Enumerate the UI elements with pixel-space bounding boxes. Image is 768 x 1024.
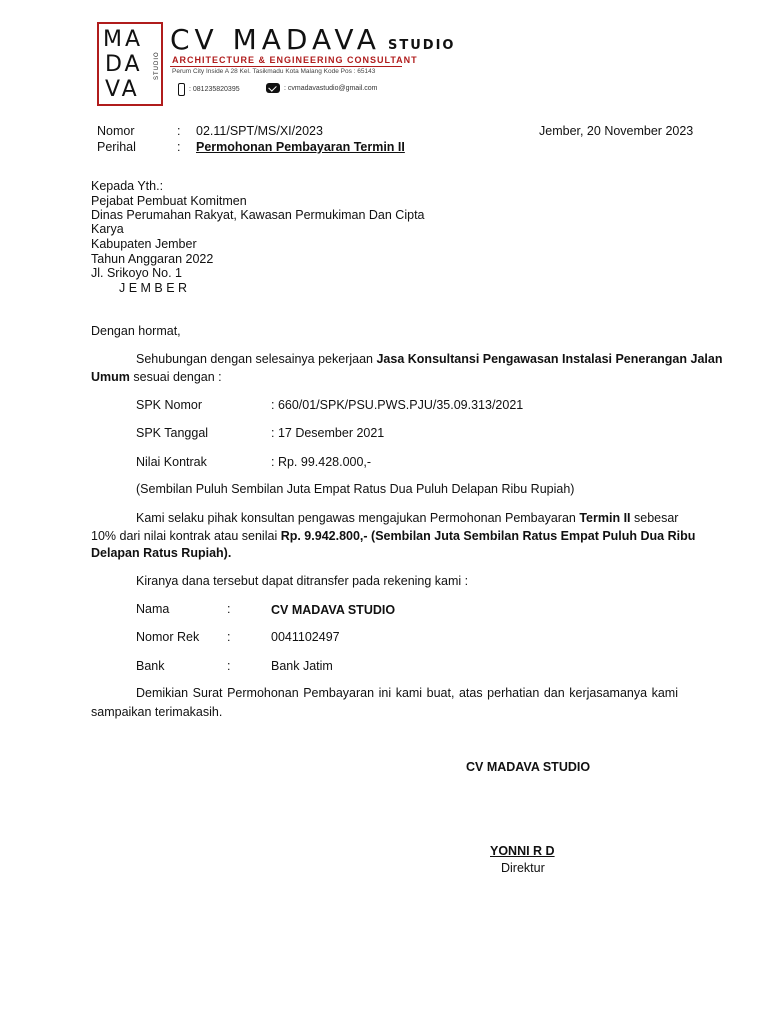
paragraph-2-line-2	[91, 529, 696, 543]
spk-tanggal-value: : 17 Desember 2021	[271, 426, 385, 440]
termin-label: Termin II	[579, 511, 631, 525]
closing-line-2: sampaikan terimakasih.	[91, 705, 223, 719]
logo-letters-row-2: DA	[105, 52, 143, 77]
project-name: Jasa Konsultansi Pengawasan Instalasi Penerangan Jalan	[376, 352, 723, 366]
nilai-kontrak-label: Nilai Kontrak	[136, 455, 207, 469]
letterhead-divider	[170, 66, 402, 67]
nomor-colon: :	[177, 124, 181, 138]
logo-studio-text: STUDIO	[154, 51, 160, 80]
para2-sebesar: sebesar	[634, 511, 679, 525]
email-address: : cvmadavastudio@gmail.com	[284, 84, 378, 92]
contact-email	[266, 83, 377, 93]
recipient-line: Kabupaten Jember	[91, 237, 197, 251]
account-holder: CV MADAVA STUDIO	[271, 603, 396, 617]
signatory-name: YONNI R D	[490, 844, 555, 858]
transfer-request: Kiranya dana tersebut dapat ditransfer pada rekening kami :	[136, 574, 469, 588]
company-brand-suffix: STUDIO	[388, 38, 456, 53]
contact-phone	[178, 83, 240, 96]
perihal-value: Permohonan Pembayaran Termin II	[196, 140, 405, 154]
paragraph-1-line-1	[136, 352, 723, 366]
contract-amount-words: (Sembilan Puluh Sembilan Juta Empat Ratus Dua Puluh Delapan Ribu Rupiah)	[136, 482, 575, 496]
phone-number: : 081235820395	[189, 86, 240, 93]
nomor-value: 02.11/SPT/MS/XI/2023	[196, 124, 323, 138]
signatory-title: Direktur	[501, 861, 545, 875]
company-brand-name: CV MADAVA	[170, 23, 381, 56]
bank-label: Bank	[136, 659, 165, 673]
logo-letters-row-1: MA	[103, 27, 144, 52]
place-date: Jember, 20 November 2023	[539, 124, 694, 138]
spk-tanggal-label: SPK Tanggal	[136, 426, 209, 440]
spk-nomor-label: SPK Nomor	[136, 398, 202, 412]
project-name-cont: Umum	[91, 370, 130, 384]
account-number-colon: :	[227, 630, 231, 644]
closing-line-1: Demikian Surat Permohonan Pembayaran ini kami buat, atas perhatian dan kerjasamanya kami	[136, 686, 678, 700]
para2-text: Kami selaku pihak konsultan pengawas mengajukan Permohonan Pembayaran	[136, 511, 576, 525]
recipient-line: J E M B E R	[119, 281, 188, 295]
paragraph-1-line-2	[91, 370, 222, 384]
para1-end: sesuai dengan :	[133, 370, 222, 384]
paragraph-2-line-1	[136, 511, 678, 525]
recipient-line: Tahun Anggaran 2022	[91, 252, 214, 266]
email-icon	[266, 83, 280, 93]
bank-colon: :	[227, 659, 231, 673]
company-tagline: ARCHITECTURE & ENGINEERING CONSULTANT	[172, 55, 418, 65]
bank-value: Bank Jatim	[271, 659, 333, 673]
perihal-colon: :	[177, 140, 181, 154]
bank-name-label: Nama	[136, 602, 170, 616]
recipient-line: Kepada Yth.:	[91, 179, 164, 193]
nilai-kontrak-value: : Rp. 99.428.000,-	[271, 455, 372, 469]
perihal-label: Perihal	[97, 140, 136, 154]
recipient-line: Dinas Perumahan Rakyat, Kawasan Permukiman Dan Cipta	[91, 208, 425, 222]
account-number: 0041102497	[271, 630, 340, 644]
recipient-line: Jl. Srikoyo No. 1	[91, 266, 183, 280]
bank-name-colon: :	[227, 602, 231, 616]
logo-letters-row-3: VA	[105, 77, 140, 102]
recipient-line: Pejabat Pembuat Komitmen	[91, 194, 247, 208]
payment-amount: Rp. 9.942.800,- (Sembilan Juta Sembilan Ratus Empat Puluh Dua Ribu	[280, 529, 696, 543]
account-number-label: Nomor Rek	[136, 630, 200, 644]
recipient-line: Karya	[91, 222, 124, 236]
signature-company: CV MADAVA STUDIO	[466, 760, 591, 774]
company-address: Perum City Inside A 28 Kel. Tasikmadu Kota Malang Kode Pos : 65143	[172, 68, 376, 75]
spk-nomor-value: : 660/01/SPK/PSU.PWS.PJU/35.09.313/2021	[271, 398, 524, 412]
salutation: Dengan hormat,	[91, 324, 181, 338]
payment-amount-cont: Delapan Ratus Rupiah).	[91, 546, 232, 560]
para2-line2-text: 10% dari nilai kontrak atau senilai	[91, 529, 278, 543]
phone-icon	[178, 83, 185, 96]
para1-text: Sehubungan dengan selesainya pekerjaan	[136, 352, 373, 366]
nomor-label: Nomor	[97, 124, 135, 138]
